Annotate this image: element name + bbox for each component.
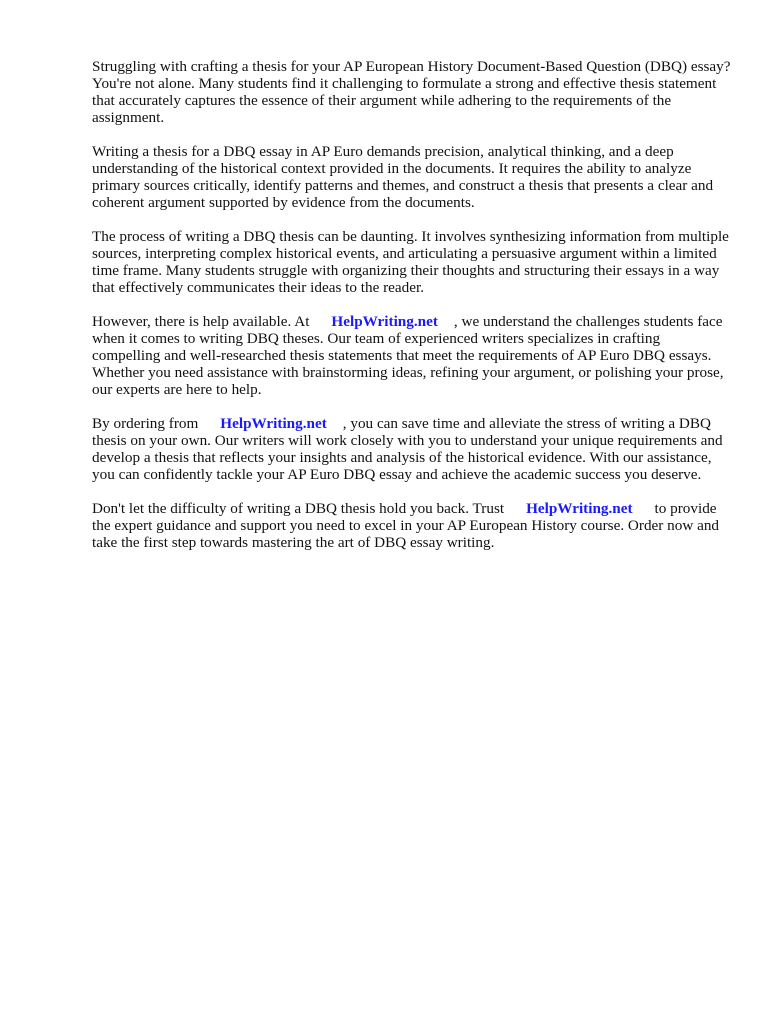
paragraph-closing-text-end: to provide the expert guidance and support you need to excel in your AP European History course. Order now and take the first step towards mastering the art of DBQ essay writing. xyxy=(92,500,720,551)
paragraph-ordering-text-end: , you can save time and alleviate the stress of writing a DBQ thesis on your own. Our writers will work closely with you to understand your unique requirements and develop a thesis that reflects your insights and analysis of the historical evidence. With our assistance, you can confidently tackle your AP Euro DBQ essay and achieve the academic success you deserve. xyxy=(92,415,723,483)
document-page xyxy=(92,58,732,568)
paragraph-ordering xyxy=(92,415,732,483)
paragraph-ordering-text-start: By ordering from xyxy=(92,415,199,432)
paragraph-process: The process of writing a DBQ thesis can be daunting. It involves synthesizing information from multiple sources, interpreting complex historical events, and articulating a persuasive argument within a limited time frame. Many students struggle with organizing their thoughts and structuring their essays in a way that effectively communicates their ideas to the reader. xyxy=(92,228,729,296)
helpwriting-link[interactable]: HelpWriting.net xyxy=(331,313,438,330)
paragraph-help-text-end: , we understand the challenges students face when it comes to writing DBQ theses. Our team of experienced writers specializes in crafting compelling and well-researched thesis statements that meet the requirements of AP Euro DBQ essays. Whether you need assistance with brainstorming ideas, refining your argument, or polishing your prose, our experts are here to help. xyxy=(92,313,724,398)
paragraph-help-text-start: However, there is help available. At xyxy=(92,313,310,330)
helpwriting-link[interactable]: HelpWriting.net xyxy=(526,500,633,517)
paragraph-closing-text-start: Don't let the difficulty of writing a DBQ thesis hold you back. Trust xyxy=(92,500,505,517)
paragraph-intro: Struggling with crafting a thesis for your AP European History Document-Based Question (DBQ) essay? You're not alone. Many students find it challenging to formulate a strong and effective thesis statement that accurately captures the essence of their argument while adhering to the requirements of the assignment. xyxy=(92,58,731,126)
paragraph-thesis-demands: Writing a thesis for a DBQ essay in AP Euro demands precision, analytical thinking, and a deep understanding of the historical context provided in the documents. It requires the ability to analyze primary sources critically, identify patterns and themes, and construct a thesis that presents a clear and coherent argument supported by evidence from the documents. xyxy=(92,143,714,211)
paragraph-closing xyxy=(92,500,732,551)
paragraph-help-available xyxy=(92,313,732,398)
helpwriting-link[interactable]: HelpWriting.net xyxy=(220,415,327,432)
